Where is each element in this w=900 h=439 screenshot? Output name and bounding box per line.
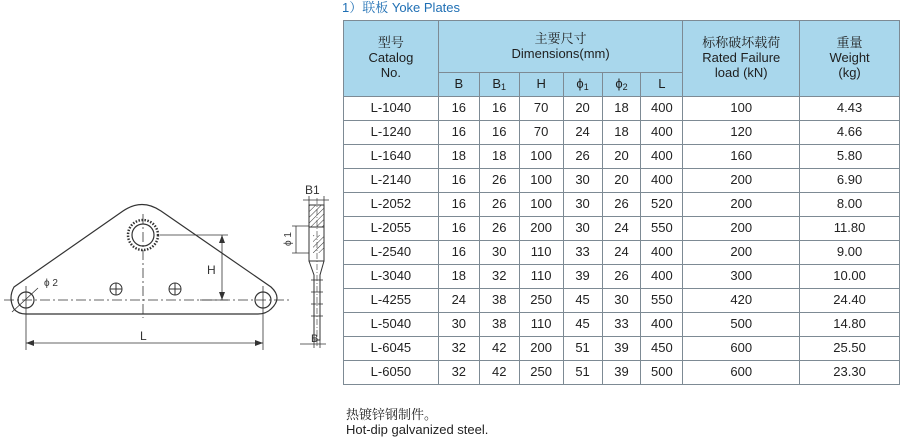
table-cell: 16 (438, 169, 479, 193)
table-cell: 250 (519, 289, 563, 313)
table-cell: 100 (683, 97, 800, 121)
table-cell: 120 (683, 121, 800, 145)
table-cell: 32 (479, 265, 519, 289)
table-cell: 400 (641, 313, 683, 337)
table-cell: 26 (602, 265, 641, 289)
table-cell: 110 (519, 313, 563, 337)
table-cell: 16 (438, 217, 479, 241)
table-cell: L-4255 (344, 289, 439, 313)
table-cell: 200 (683, 169, 800, 193)
table-cell: 26 (479, 169, 519, 193)
table-cell: 70 (519, 121, 563, 145)
table-cell: 550 (641, 217, 683, 241)
table-cell: 400 (641, 121, 683, 145)
table-cell: 16 (438, 121, 479, 145)
table-cell: L-1640 (344, 145, 439, 169)
table-row (344, 289, 900, 313)
table-cell: 30 (438, 313, 479, 337)
table-cell: 23.30 (800, 361, 900, 385)
col-h-header: H (519, 73, 563, 97)
col-phi1-header: $\phi_1$ (563, 73, 602, 97)
table-cell: L-1040 (344, 97, 439, 121)
table-cell: L-3040 (344, 265, 439, 289)
side-view-body (309, 261, 324, 340)
table-cell: 25.50 (800, 337, 900, 361)
table-cell: 39 (602, 337, 641, 361)
table-cell: 24.40 (800, 289, 900, 313)
table-cell: 100 (519, 193, 563, 217)
table-cell: 30 (563, 169, 602, 193)
table-cell: 30 (563, 193, 602, 217)
table-cell: 51 (563, 361, 602, 385)
table-cell: 18 (438, 265, 479, 289)
table-cell: 450 (641, 337, 683, 361)
table-cell: 600 (683, 337, 800, 361)
table-cell: L-2540 (344, 241, 439, 265)
table-row (344, 313, 900, 337)
table-cell: 24 (438, 289, 479, 313)
table-cell: 14.80 (800, 313, 900, 337)
table-cell: 16 (438, 241, 479, 265)
table-cell: 42 (479, 361, 519, 385)
weight-header-en: Weight (829, 50, 870, 66)
table-cell: 8.00 (800, 193, 900, 217)
table-cell: 400 (641, 265, 683, 289)
table-cell: L-6045 (344, 337, 439, 361)
table-cell: 400 (641, 169, 683, 193)
table-cell: 33 (602, 313, 641, 337)
table-cell: 160 (683, 145, 800, 169)
b-label: B (311, 333, 319, 345)
table-cell: L-2052 (344, 193, 439, 217)
failure-header-en1: Rated Failure (702, 50, 781, 66)
table-cell: 70 (519, 97, 563, 121)
table-cell: 520 (641, 193, 683, 217)
weight-header-zh: 重量 (836, 35, 863, 51)
table-cell: 20 (602, 145, 641, 169)
table-cell: 6.90 (800, 169, 900, 193)
table-cell: 200 (683, 241, 800, 265)
table-cell: 110 (519, 241, 563, 265)
l-label: L (140, 329, 147, 343)
table-row (344, 145, 900, 169)
table-row (344, 169, 900, 193)
table-cell: 24 (602, 241, 641, 265)
table-cell: 20 (563, 97, 602, 121)
table-row (344, 97, 900, 121)
failure-header-zh: 标称破坏载荷 (702, 35, 781, 51)
table-cell: L-2055 (344, 217, 439, 241)
dimensions-header-en: Dimensions(mm) (511, 45, 610, 61)
table-cell: 11.80 (800, 217, 900, 241)
table-row (344, 361, 900, 385)
table-cell: 420 (683, 289, 800, 313)
table-cell: 30 (602, 289, 641, 313)
yoke-plate-drawing (0, 150, 340, 350)
table-cell: 18 (602, 121, 641, 145)
h-label: H (207, 263, 216, 277)
table-cell: 26 (479, 193, 519, 217)
table-cell: L-6050 (344, 361, 439, 385)
table-cell: 110 (519, 265, 563, 289)
failure-load-header (683, 21, 800, 97)
section-title: 1）联板 Yoke Plates (342, 0, 461, 15)
table-cell: 4.43 (800, 97, 900, 121)
table-cell: 400 (641, 241, 683, 265)
weight-header (800, 21, 900, 97)
table-cell: L-2140 (344, 169, 439, 193)
table-cell: 400 (641, 145, 683, 169)
table-cell: 20 (602, 169, 641, 193)
table-cell: 18 (602, 97, 641, 121)
table-cell: 10.00 (800, 265, 900, 289)
catalog-header-zh: 型号 (377, 35, 404, 51)
table-cell: 16 (438, 193, 479, 217)
table-cell: 30 (563, 217, 602, 241)
dimensions-header-zh: 主要尺寸 (534, 30, 587, 46)
specification-table (343, 20, 900, 385)
table-cell: L-5040 (344, 313, 439, 337)
table-cell: 51 (563, 337, 602, 361)
table-cell: 9.00 (800, 241, 900, 265)
table-cell: 32 (438, 361, 479, 385)
table-cell: 200 (519, 337, 563, 361)
table-row (344, 265, 900, 289)
note-en: Hot-dip galvanized steel. (346, 422, 489, 437)
table-cell: 550 (641, 289, 683, 313)
table-cell: 33 (563, 241, 602, 265)
table-cell: 100 (519, 169, 563, 193)
b1-label: B1 (305, 183, 320, 197)
table-cell: L-1240 (344, 121, 439, 145)
note-zh: 热镀锌钢制件。 (346, 407, 438, 422)
table-cell: 18 (479, 145, 519, 169)
table-row (344, 241, 900, 265)
table-cell: 4.66 (800, 121, 900, 145)
plate-outline (11, 205, 277, 315)
col-b-header: B (438, 73, 479, 97)
table-cell: 400 (641, 97, 683, 121)
table-cell: 500 (641, 361, 683, 385)
table-cell: 600 (683, 361, 800, 385)
table-cell: 300 (683, 265, 800, 289)
table-cell: 42 (479, 337, 519, 361)
table-cell: 200 (683, 193, 800, 217)
table-cell: 24 (563, 121, 602, 145)
table-row (344, 337, 900, 361)
table-row (344, 193, 900, 217)
phi1-label: ϕ 1 (283, 232, 294, 246)
table-cell: 45 (563, 289, 602, 313)
catalog-header (344, 21, 439, 97)
table-cell: 39 (563, 265, 602, 289)
table-cell: 39 (602, 361, 641, 385)
table-cell: 26 (563, 145, 602, 169)
table-cell: 24 (602, 217, 641, 241)
catalog-header-en: Catalog (368, 50, 414, 66)
table-cell: 45 (563, 313, 602, 337)
dimensions-header (438, 21, 683, 73)
table-cell: 26 (479, 217, 519, 241)
col-b1-header: $B_1$ (479, 73, 519, 97)
table-cell: 250 (519, 361, 563, 385)
table-cell: 26 (602, 193, 641, 217)
table-row (344, 217, 900, 241)
table-cell: 16 (479, 97, 519, 121)
table-cell: 18 (438, 145, 479, 169)
table-cell: 16 (438, 97, 479, 121)
table-cell: 200 (519, 217, 563, 241)
table-cell: 16 (479, 121, 519, 145)
table-cell: 30 (479, 241, 519, 265)
table-cell: 38 (479, 313, 519, 337)
table-cell: 5.80 (800, 145, 900, 169)
failure-header-en2: load (kN) (714, 64, 768, 80)
table-cell: 38 (479, 289, 519, 313)
col-phi2-header: $\phi_2$ (602, 73, 641, 97)
table-row (344, 121, 900, 145)
table-cell: 200 (683, 217, 800, 241)
phi2-label: ϕ 2 (44, 278, 58, 289)
table-cell: 500 (683, 313, 800, 337)
col-l-header: L (641, 73, 683, 97)
table-body (344, 97, 900, 385)
table-cell: 100 (519, 145, 563, 169)
catalog-header-no: No. (380, 64, 402, 80)
table-cell: 32 (438, 337, 479, 361)
weight-header-unit: (kg) (838, 64, 861, 80)
